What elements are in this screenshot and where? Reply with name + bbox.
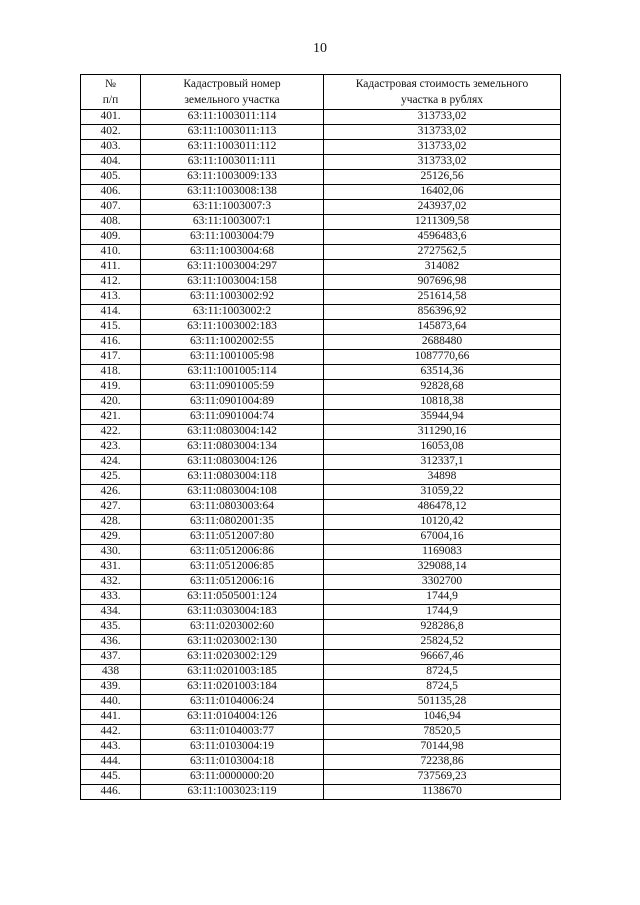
cadastral-number-cell: 63:11:0000000:20 — [141, 770, 324, 785]
cadastral-value-cell: 1087770,66 — [324, 350, 561, 365]
table-row — [81, 710, 561, 725]
row-number-cell: 423. — [81, 440, 141, 455]
cadastral-value-cell: 486478,12 — [324, 500, 561, 515]
table-row — [81, 335, 561, 350]
row-number-cell: 414. — [81, 305, 141, 320]
cadastral-value-cell: 1211309,58 — [324, 215, 561, 230]
cadastral-number-cell: 63:11:0303004:183 — [141, 605, 324, 620]
cadastral-number-cell: 63:11:0512006:86 — [141, 545, 324, 560]
row-number-cell: 426. — [81, 485, 141, 500]
table-row — [81, 215, 561, 230]
cadastral-value-cell: 92828,68 — [324, 380, 561, 395]
cadastral-value-cell: 25824,52 — [324, 635, 561, 650]
row-number-cell: 404. — [81, 155, 141, 170]
table-row — [81, 425, 561, 440]
row-number-cell: 434. — [81, 605, 141, 620]
cadastral-number-cell: 63:11:0103004:18 — [141, 755, 324, 770]
row-number-cell: 444. — [81, 755, 141, 770]
table-row — [81, 665, 561, 680]
table-row — [81, 470, 561, 485]
cadastral-number-cell: 63:11:0803004:142 — [141, 425, 324, 440]
cadastral-number-cell: 63:11:1003023:119 — [141, 785, 324, 800]
table-row — [81, 590, 561, 605]
row-number-cell: 435. — [81, 620, 141, 635]
cadastral-value-cell: 312337,1 — [324, 455, 561, 470]
row-number-cell: 424. — [81, 455, 141, 470]
table-row — [81, 125, 561, 140]
row-number-cell: 441. — [81, 710, 141, 725]
header-row — [81, 75, 561, 110]
row-number-cell: 401. — [81, 110, 141, 125]
table-row — [81, 770, 561, 785]
cadastral-number-cell: 63:11:1003009:133 — [141, 170, 324, 185]
cadastral-number-cell: 63:11:0803004:126 — [141, 455, 324, 470]
cadastral-number-cell: 63:11:1003002:2 — [141, 305, 324, 320]
cadastral-value-cell: 25126,56 — [324, 170, 561, 185]
cadastral-number-cell: 63:11:0103004:19 — [141, 740, 324, 755]
row-number-cell: 405. — [81, 170, 141, 185]
row-number-cell: 445. — [81, 770, 141, 785]
cadastral-number-cell: 63:11:0512006:16 — [141, 575, 324, 590]
table-row — [81, 575, 561, 590]
header-number — [81, 75, 141, 110]
row-number-cell: 407. — [81, 200, 141, 215]
row-number-cell: 431. — [81, 560, 141, 575]
row-number-cell: 438 — [81, 665, 141, 680]
row-number-cell: 428. — [81, 515, 141, 530]
cadastral-value-cell: 10818,38 — [324, 395, 561, 410]
cadastral-number-cell: 63:11:1003007:1 — [141, 215, 324, 230]
row-number-cell: 439. — [81, 680, 141, 695]
cadastral-value-cell: 1046,94 — [324, 710, 561, 725]
cadastral-value-cell: 2727562,5 — [324, 245, 561, 260]
row-number-cell: 437. — [81, 650, 141, 665]
cadastral-value-cell: 16402,06 — [324, 185, 561, 200]
cadastral-number-cell: 63:11:0104004:126 — [141, 710, 324, 725]
cadastral-value-cell: 313733,02 — [324, 140, 561, 155]
table-row — [81, 320, 561, 335]
table-row — [81, 620, 561, 635]
table-row — [81, 530, 561, 545]
cadastral-value-cell: 145873,64 — [324, 320, 561, 335]
cadastral-number-cell: 63:11:0901004:74 — [141, 410, 324, 425]
table-row — [81, 605, 561, 620]
table-row — [81, 140, 561, 155]
cadastral-value-cell: 311290,16 — [324, 425, 561, 440]
cadastral-number-cell: 63:11:1003004:79 — [141, 230, 324, 245]
cadastral-number-cell: 63:11:1003007:3 — [141, 200, 324, 215]
row-number-cell: 421. — [81, 410, 141, 425]
cadastral-number-cell: 63:11:1003011:114 — [141, 110, 324, 125]
cadastral-value-cell: 8724,5 — [324, 680, 561, 695]
cadastral-value-cell: 8724,5 — [324, 665, 561, 680]
cadastral-value-cell: 3302700 — [324, 575, 561, 590]
cadastral-value-cell: 313733,02 — [324, 155, 561, 170]
cadastral-number-cell: 63:11:1003002:92 — [141, 290, 324, 305]
table-row — [81, 695, 561, 710]
cadastral-value-cell: 251614,58 — [324, 290, 561, 305]
header-cadastral-value-line2: участка в рублях — [400, 94, 483, 106]
cadastral-value-cell: 70144,98 — [324, 740, 561, 755]
cadastral-value-cell: 329088,14 — [324, 560, 561, 575]
row-number-cell: 419. — [81, 380, 141, 395]
table-row — [81, 395, 561, 410]
row-number-cell: 433. — [81, 590, 141, 605]
table-row — [81, 200, 561, 215]
row-number-cell: 410. — [81, 245, 141, 260]
cadastral-value-cell: 243937,02 — [324, 200, 561, 215]
cadastral-number-cell: 63:11:0203002:129 — [141, 650, 324, 665]
row-number-cell: 411. — [81, 260, 141, 275]
cadastral-number-cell: 63:11:0901004:89 — [141, 395, 324, 410]
table-row — [81, 170, 561, 185]
cadastral-number-cell: 63:11:0203002:60 — [141, 620, 324, 635]
cadastral-value-cell: 501135,28 — [324, 695, 561, 710]
table-row — [81, 740, 561, 755]
cadastral-value-cell: 1138670 — [324, 785, 561, 800]
row-number-cell: 418. — [81, 365, 141, 380]
cadastral-number-cell: 63:11:0512006:85 — [141, 560, 324, 575]
cadastral-value-cell: 10120,42 — [324, 515, 561, 530]
cadastral-number-cell: 63:11:0104003:77 — [141, 725, 324, 740]
row-number-cell: 402. — [81, 125, 141, 140]
cadastral-value-cell: 928286,8 — [324, 620, 561, 635]
page-number: 10 — [313, 41, 327, 56]
cadastral-value-cell: 1169083 — [324, 545, 561, 560]
cadastral-value-cell: 313733,02 — [324, 110, 561, 125]
row-number-cell: 446. — [81, 785, 141, 800]
table-row — [81, 245, 561, 260]
header-number-line2: п/п — [102, 94, 119, 106]
cadastral-number-cell: 63:11:1003011:112 — [141, 140, 324, 155]
table-row — [81, 155, 561, 170]
table-row — [81, 260, 561, 275]
cadastral-number-cell: 63:11:0803004:118 — [141, 470, 324, 485]
cadastral-value-cell: 1744,9 — [324, 590, 561, 605]
cadastral-number-cell: 63:11:1003002:183 — [141, 320, 324, 335]
header-cadastral-number — [141, 75, 324, 110]
table-row — [81, 350, 561, 365]
table-row — [81, 635, 561, 650]
table-row — [81, 305, 561, 320]
cadastral-value-table — [80, 74, 561, 800]
row-number-cell: 429. — [81, 530, 141, 545]
table-row — [81, 185, 561, 200]
cadastral-number-cell: 63:11:0201003:184 — [141, 680, 324, 695]
cadastral-number-cell: 63:11:1003008:138 — [141, 185, 324, 200]
row-number-cell: 442. — [81, 725, 141, 740]
row-number-cell: 412. — [81, 275, 141, 290]
row-number-cell: 436. — [81, 635, 141, 650]
row-number-cell: 425. — [81, 470, 141, 485]
row-number-cell: 420. — [81, 395, 141, 410]
table-row — [81, 275, 561, 290]
cadastral-value-cell: 1744,9 — [324, 605, 561, 620]
header-cadastral-number-line1: Кадастровый номер — [183, 78, 281, 90]
cadastral-number-cell: 63:11:1003011:113 — [141, 125, 324, 140]
row-number-cell: 409. — [81, 230, 141, 245]
cadastral-value-cell: 63514,36 — [324, 365, 561, 380]
table-row — [81, 725, 561, 740]
table-row — [81, 500, 561, 515]
row-number-cell: 406. — [81, 185, 141, 200]
cadastral-number-cell: 63:11:1001005:98 — [141, 350, 324, 365]
cadastral-number-cell: 63:11:0901005:59 — [141, 380, 324, 395]
cadastral-value-cell: 313733,02 — [324, 125, 561, 140]
table-row — [81, 680, 561, 695]
cadastral-value-cell: 96667,46 — [324, 650, 561, 665]
cadastral-value-cell: 72238,86 — [324, 755, 561, 770]
cadastral-value-cell: 67004,16 — [324, 530, 561, 545]
table-row — [81, 380, 561, 395]
cadastral-value-cell: 2688480 — [324, 335, 561, 350]
table-row — [81, 785, 561, 800]
row-number-cell: 430. — [81, 545, 141, 560]
table-row — [81, 410, 561, 425]
cadastral-number-cell: 63:11:1003004:68 — [141, 245, 324, 260]
row-number-cell: 416. — [81, 335, 141, 350]
table-row — [81, 755, 561, 770]
cadastral-number-cell: 63:11:0203002:130 — [141, 635, 324, 650]
row-number-cell: 403. — [81, 140, 141, 155]
cadastral-value-cell: 34898 — [324, 470, 561, 485]
table-header — [81, 75, 561, 110]
table-row — [81, 485, 561, 500]
row-number-cell: 440. — [81, 695, 141, 710]
cadastral-value-cell: 35944,94 — [324, 410, 561, 425]
header-cadastral-value — [324, 75, 561, 110]
cadastral-number-cell: 63:11:1003004:297 — [141, 260, 324, 275]
table-row — [81, 440, 561, 455]
cadastral-value-cell: 856396,92 — [324, 305, 561, 320]
cadastral-value-cell: 16053,08 — [324, 440, 561, 455]
row-number-cell: 415. — [81, 320, 141, 335]
cadastral-number-cell: 63:11:0512007:80 — [141, 530, 324, 545]
table-row — [81, 545, 561, 560]
table-row — [81, 455, 561, 470]
row-number-cell: 422. — [81, 425, 141, 440]
table-row — [81, 560, 561, 575]
cadastral-number-cell: 63:11:1003011:111 — [141, 155, 324, 170]
row-number-cell: 443. — [81, 740, 141, 755]
row-number-cell: 408. — [81, 215, 141, 230]
row-number-cell: 427. — [81, 500, 141, 515]
cadastral-value-cell: 4596483,6 — [324, 230, 561, 245]
row-number-cell: 417. — [81, 350, 141, 365]
header-number-line1: № — [105, 78, 116, 90]
cadastral-number-cell: 63:11:0104006:24 — [141, 695, 324, 710]
row-number-cell: 432. — [81, 575, 141, 590]
table-row — [81, 650, 561, 665]
header-cadastral-number-line2: земельного участка — [184, 94, 280, 106]
cadastral-number-cell: 63:11:0505001:124 — [141, 590, 324, 605]
cadastral-number-cell: 63:11:1002002:55 — [141, 335, 324, 350]
cadastral-value-cell: 314082 — [324, 260, 561, 275]
cadastral-number-cell: 63:11:0803004:108 — [141, 485, 324, 500]
header-cadastral-value-line1: Кадастровая стоимость земельного — [355, 78, 529, 90]
cadastral-value-cell: 31059,22 — [324, 485, 561, 500]
table-row — [81, 515, 561, 530]
cadastral-value-cell: 737569,23 — [324, 770, 561, 785]
cadastral-number-cell: 63:11:1001005:114 — [141, 365, 324, 380]
cadastral-number-cell: 63:11:0201003:185 — [141, 665, 324, 680]
cadastral-number-cell: 63:11:0803003:64 — [141, 500, 324, 515]
table-row — [81, 290, 561, 305]
table-body — [81, 110, 561, 800]
cadastral-number-cell: 63:11:0802001:35 — [141, 515, 324, 530]
cadastral-value-cell: 907696,98 — [324, 275, 561, 290]
cadastral-number-cell: 63:11:1003004:158 — [141, 275, 324, 290]
cadastral-number-cell: 63:11:0803004:134 — [141, 440, 324, 455]
table-row — [81, 110, 561, 125]
row-number-cell: 413. — [81, 290, 141, 305]
table-row — [81, 365, 561, 380]
cadastral-value-cell: 78520,5 — [324, 725, 561, 740]
table-row — [81, 230, 561, 245]
